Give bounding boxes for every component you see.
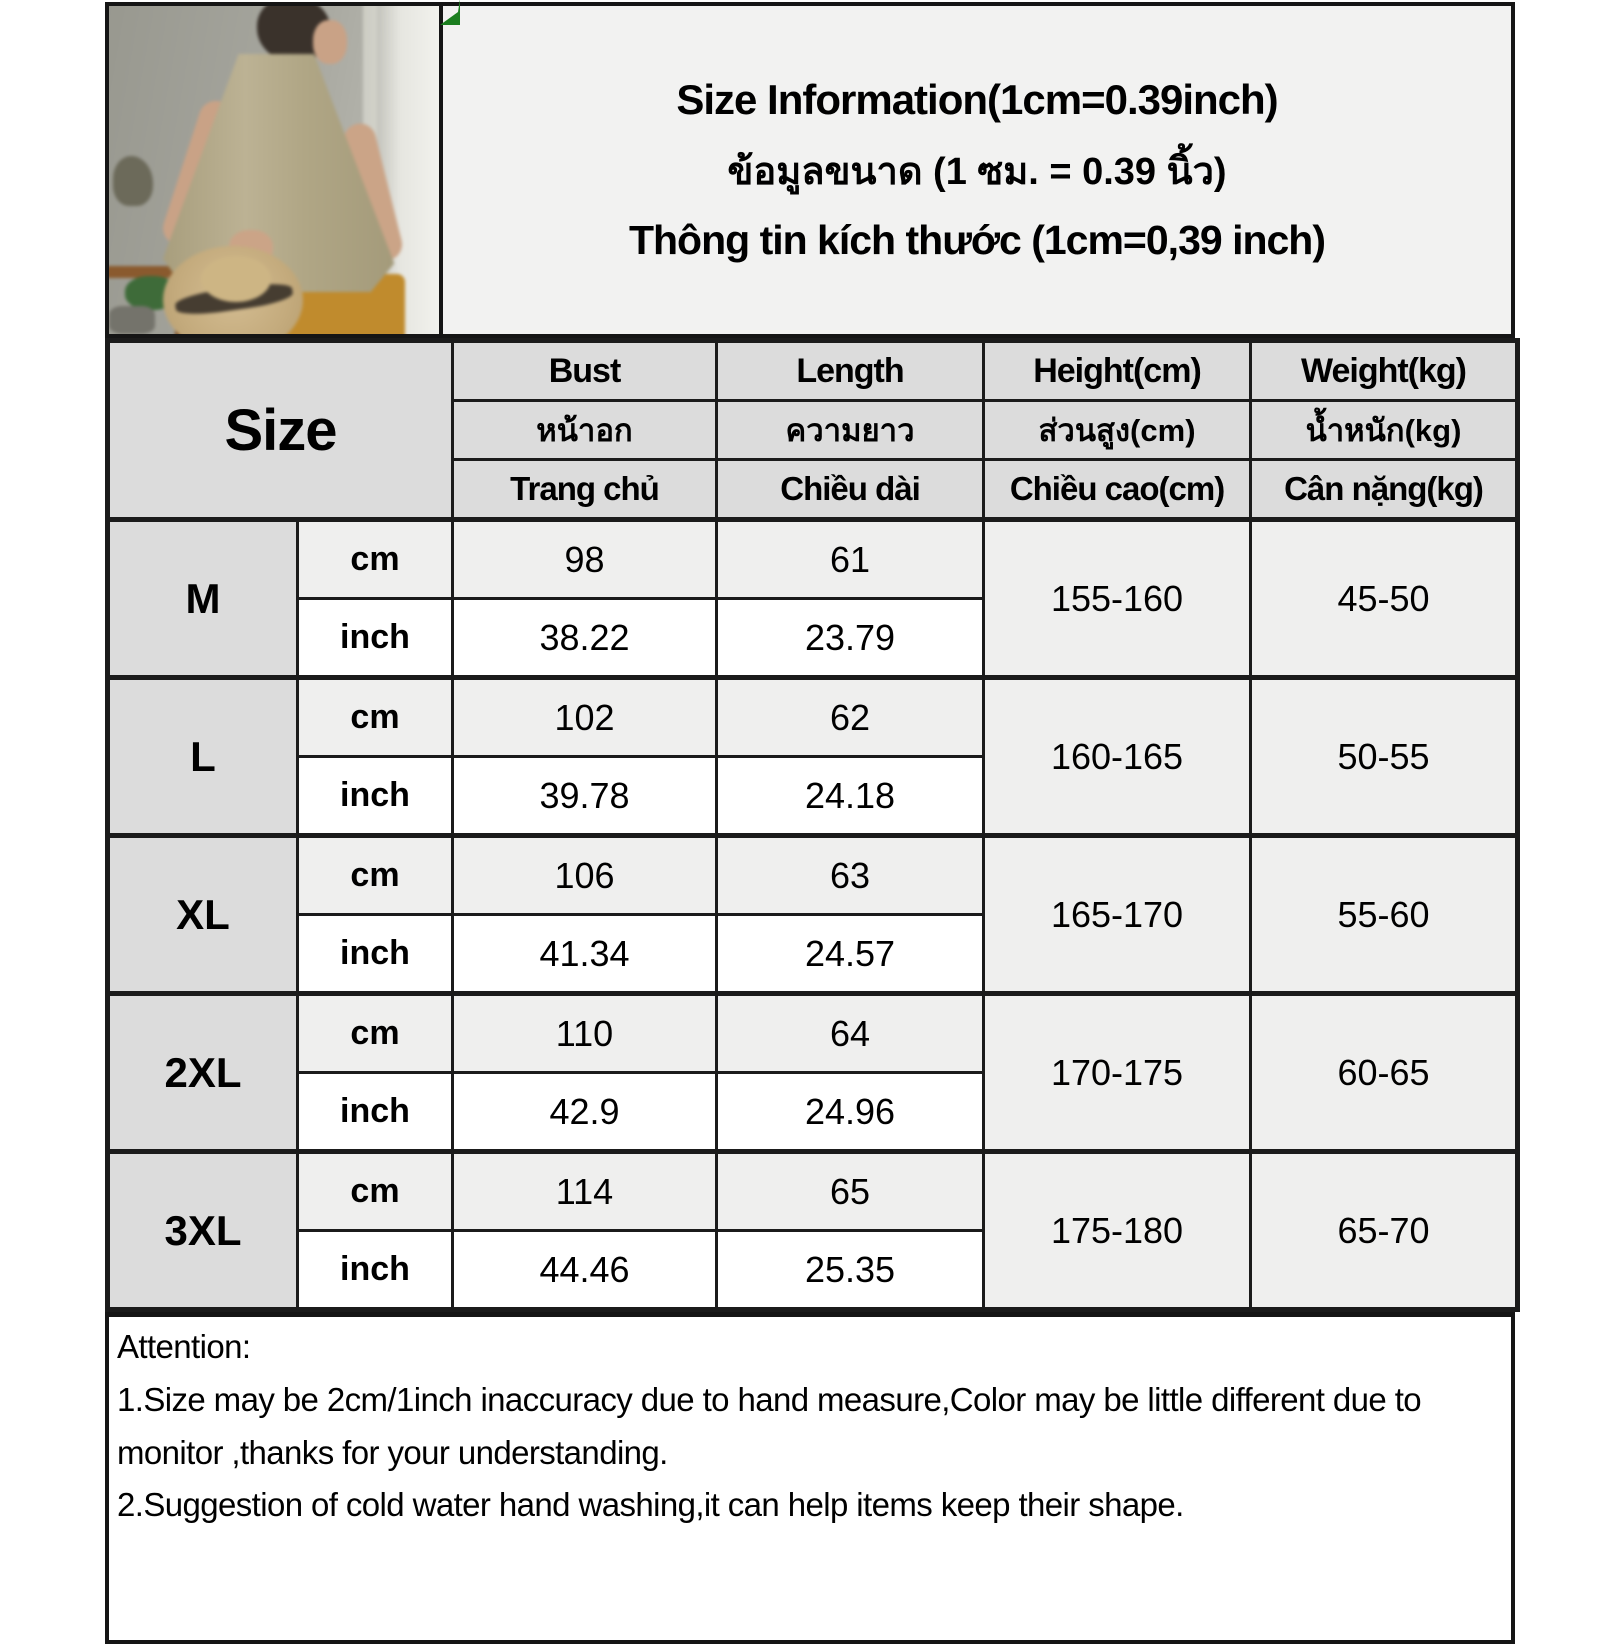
weight-range-value: 65-70: [1251, 1152, 1518, 1310]
col-header-length-vi: Chiều dài: [717, 460, 984, 520]
straw-hat-crown: [201, 256, 271, 302]
col-header-height-th: ส่วนสูง(cm): [984, 401, 1251, 460]
length-inch-value: 24.96: [717, 1073, 984, 1152]
weight-range-value: 55-60: [1251, 836, 1518, 994]
col-header-length-en: Length: [717, 341, 984, 401]
height-range-value: 175-180: [984, 1152, 1251, 1310]
length-inch-value: 23.79: [717, 599, 984, 678]
attention-box: [105, 1312, 1515, 1644]
unit-inch-label: inch: [298, 757, 453, 836]
col-header-bust-vi: Trang chủ: [453, 460, 717, 520]
length-inch-value: 24.57: [717, 915, 984, 994]
green-ribbon-corner-icon: [440, 0, 460, 25]
unit-inch-label: inch: [298, 599, 453, 678]
attention-note-1: 1.Size may be 2cm/1inch inaccuracy due to hand measure,Color may be little different due to monitor ,thanks for your understanding.: [117, 1380, 1422, 1471]
bust-inch-value: 44.46: [453, 1231, 717, 1310]
col-header-weight-en: Weight(kg): [1251, 341, 1518, 401]
col-header-bust-th: หน้าอก: [453, 401, 717, 460]
size-label-xl: XL: [108, 836, 298, 994]
size-label-2xl: 2XL: [108, 994, 298, 1152]
bust-inch-value: 41.34: [453, 915, 717, 994]
col-header-height-vi: Chiều cao(cm): [984, 460, 1251, 520]
size-table: [105, 338, 1520, 1312]
title-block: [443, 2, 1515, 338]
col-header-weight-vi: Cân nặng(kg): [1251, 460, 1518, 520]
length-cm-value: 61: [717, 520, 984, 599]
length-cm-value: 64: [717, 994, 984, 1073]
unit-cm-label: cm: [298, 678, 453, 757]
unit-cm-label: cm: [298, 836, 453, 915]
unit-inch-label: inch: [298, 915, 453, 994]
col-header-length-th: ความยาว: [717, 401, 984, 460]
bust-cm-value: 98: [453, 520, 717, 599]
col-header-height-en: Height(cm): [984, 341, 1251, 401]
height-range-value: 170-175: [984, 994, 1251, 1152]
title-english: Size Information(1cm=0.39inch): [676, 76, 1278, 123]
length-inch-value: 25.35: [717, 1231, 984, 1310]
weight-range-value: 45-50: [1251, 520, 1518, 678]
unit-cm-label: cm: [298, 1152, 453, 1231]
bust-cm-value: 110: [453, 994, 717, 1073]
bust-inch-value: 39.78: [453, 757, 717, 836]
weight-range-value: 50-55: [1251, 678, 1518, 836]
length-cm-value: 63: [717, 836, 984, 915]
length-cm-value: 62: [717, 678, 984, 757]
product-photo-art: [105, 2, 443, 338]
bust-cm-value: 106: [453, 836, 717, 915]
unit-inch-label: inch: [298, 1231, 453, 1310]
length-inch-value: 24.18: [717, 757, 984, 836]
bust-cm-value: 102: [453, 678, 717, 757]
size-label-m: M: [108, 520, 298, 678]
size-label-l: L: [108, 678, 298, 836]
unit-cm-label: cm: [298, 994, 453, 1073]
photo-pot: [109, 306, 155, 334]
size-chart-page: [105, 2, 1515, 1644]
height-range-value: 165-170: [984, 836, 1251, 994]
attention-note-2: 2.Suggestion of cold water hand washing,it can help items keep their shape.: [117, 1486, 1184, 1524]
title-vietnamese: Thông tin kích thước (1cm=0,39 inch): [628, 217, 1326, 263]
size-label-3xl: 3XL: [108, 1152, 298, 1310]
title-thai: ข้อมูลขนาด (1 ซม. = 0.39 นิ้ว): [727, 151, 1227, 193]
height-range-value: 155-160: [984, 520, 1251, 678]
bust-inch-value: 42.9: [453, 1073, 717, 1152]
unit-inch-label: inch: [298, 1073, 453, 1152]
product-photo: [105, 2, 443, 338]
top-section: [105, 2, 1515, 338]
size-header-cell: Size: [108, 341, 453, 520]
attention-heading: Attention:: [117, 1328, 251, 1365]
bust-cm-value: 114: [453, 1152, 717, 1231]
col-header-weight-th: น้ำหนัก(kg): [1251, 401, 1518, 460]
col-header-bust-en: Bust: [453, 341, 717, 401]
weight-range-value: 60-65: [1251, 994, 1518, 1152]
unit-cm-label: cm: [298, 520, 453, 599]
bust-inch-value: 38.22: [453, 599, 717, 678]
length-cm-value: 65: [717, 1152, 984, 1231]
height-range-value: 160-165: [984, 678, 1251, 836]
model-face: [313, 20, 347, 64]
